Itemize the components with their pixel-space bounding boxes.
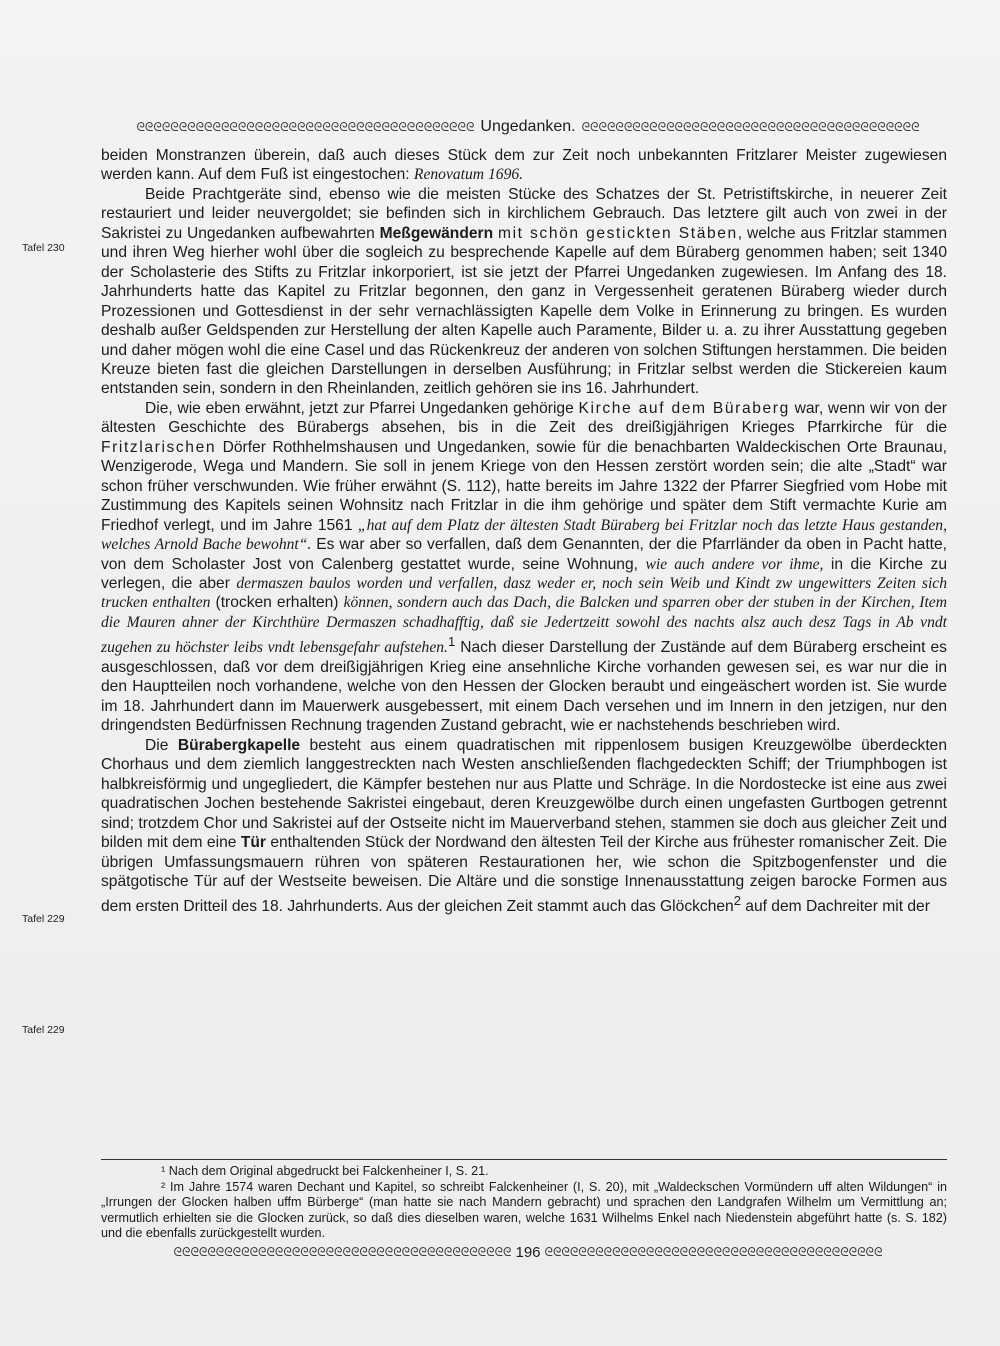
margin-note-tafel-230: Tafel 230 [22,242,65,254]
keyword-bürabergkapelle: Bürabergkapelle [177,736,301,754]
footer-ornament-right: ᘓᘓᘓᘓᘓᘓᘓᘓᘓᘓᘓᘓᘓᘓᘓᘓᘓᘓᘓᘓᘓᘓᘓᘓᘓᘓᘓᘓᘓᘓᘓᘓᘓᘓᘓᘓᘓᘓᘓᘓ [544,1245,883,1259]
quote-koennen: können, sondern auch das Dach, die Balcken und sparren ober der stuben in der Kirchen, Item die Mauren ahner der Kirchthüre Dermaszen schadhafftig, daß sie Jedertzeitt sowohl des nachts alsz auch desz Tags in Ab vndt zugehen zu höchster leibs vndt lebensgefahr aufstehen. [101,594,947,657]
spaced-phrase: mit schön gestickten Stäben [498,224,738,242]
footer-ornament-left: ᘓᘓᘓᘓᘓᘓᘓᘓᘓᘓᘓᘓᘓᘓᘓᘓᘓᘓᘓᘓᘓᘓᘓᘓᘓᘓᘓᘓᘓᘓᘓᘓᘓᘓᘓᘓᘓᘓᘓᘓ [173,1245,512,1259]
quote-1561: „hat auf dem Platz der ältesten Stadt Büraberg bei Fritzlar noch das letzte Haus gestanden, welches Arnold Bache bewohnt“. [101,516,947,554]
page-number: 196 [515,1243,541,1261]
page-footer [108,1241,948,1263]
header-ornament-left: ᘓᘓᘓᘓᘓᘓᘓᘓᘓᘓᘓᘓᘓᘓᘓᘓᘓᘓᘓᘓᘓᘓᘓᘓᘓᘓᘓᘓᘓᘓᘓᘓᘓᘓᘓᘓᘓᘓᘓᘓ [136,120,475,134]
spaced-fritzlarischen: Fritzlarischen [101,438,217,456]
paragraph-1: beiden Monstranzen überein, daß auch dieses Stück dem zur Zeit noch unbekannten Fritzlarer Meister zugewiesen werden kann. Auf dem Fuß ist eingestochen: Renovatum 1696. [101,147,947,184]
margin-note-tafel-229-b: Tafel 229 [22,1024,65,1036]
spaced-kirche: Kirche auf dem Büraberg [578,399,790,417]
paragraph-4: Die Bürabergkapelle besteht aus einem quadratischen mit rippenlosem busigen Kreuzgewölbe überdeckten Chorhaus und dem ziemlich langgestreckten nach Westen anschließenden flachgedeckten Schiff; der Triumphbogen ist halbkreisförmig und ungegliedert, die Kämpfer bestehen nur aus Platte und Schräge. In die Nordostecke ist eine aus zwei quadratischen Jochen bestehende Sakristei eingebaut, deren Kreuzgewölbe durch einen ungefasten Gurtbogen getrennt sind; trotzdem Chor und Sakristei auf der Ostseite nicht im Mauerverband stehen, stammen sie doch aus gleicher Zeit und bilden mit dem eine Tür enthaltenden Stück der Nordwand den ältesten Teil der Kirche aus frühester romanischer Zeit. Die übrigen Umfassungsmauern rühren von späteren Restaurationen her, wie schon die Spitzbogenfenster und die spätgotische Tür auf der Westseite beweisen. Die Altäre und die sonstige Innenausstattung zeigen barocke Formen aus dem ersten Dritteil des 18. Jahrhunderts. Aus der gleichen Zeit stammt auch das Glöckchen$^2$ auf dem Dachreiter mit der [101,736,947,916]
running-title: Ungedanken. [480,118,576,135]
main-text [101,146,947,917]
keyword-tür: Tür [240,834,266,852]
margin-note-tafel-229-a: Tafel 229 [22,913,65,925]
footnote-ref-2[interactable]: 2 [733,893,741,909]
footnote-ref-1[interactable]: 1 [447,634,456,650]
running-header [108,116,948,138]
inscription: Renovatum 1696. [413,166,524,184]
footnote-2: ² Im Jahre 1574 waren Dechant und Kapitel, so schreibt Falckenheiner (I, S. 20), mit „Waldeckschen Vormündern uff alten Wildungen“ in „Irrungen der Glocken halben uffm Bürberge“ (man hatte sie nach Mandern gebracht) und sprachen den Landgrafen Wilhelm um Vermittlung an; vermutlich erhielten sie die Glocken zurück, so daß dies dieselben waren, welche 1631 Wilhelms Enkel nach Niedenstein abgeführt hatte (s. S. 182) und die ebenfalls zurückgestellt wurden. [101,1179,947,1240]
header-ornament-right: ᘓᘓᘓᘓᘓᘓᘓᘓᘓᘓᘓᘓᘓᘓᘓᘓᘓᘓᘓᘓᘓᘓᘓᘓᘓᘓᘓᘓᘓᘓᘓᘓᘓᘓᘓᘓᘓᘓᘓᘓ [581,120,920,134]
footnotes [101,1164,947,1242]
paragraph-3: Die, wie eben erwähnt, jetzt zur Pfarrei Ungedanken gehörige Kirche auf dem Büraberg war, wenn wir von der ältesten Geschichte des Bürabergs absehen, bis in die Zeit des dreißigjährigen Krieges Pfarrkirche für die Fritzlarischen Dörfer Rothhelmshausen und Ungedanken, sowie für die benachbarten Waldeckischen Orte Braunau, Wenzigerode, Wega und Mandern. Sie soll in jenem Kriege von den Hessen zerstört worden sein; die alte „Stadt“ war schon früher verschwunden. Wie früher erwähnt (S. 112), hatte bereits im Jahre 1322 der Pfarrer Siegfried vom Hobe mit Zustimmung des Kapitels seinen Wohnsitz nach Fritzlar in die ihm gehörige und später dem Stift vermachte Kurie am Friedhof verlegt, und im Jahre 1561 „hat auf dem Platz der ältesten Stadt Büraberg bei Fritzlar noch das letzte Haus gestanden, welches Arnold Bache bewohnt“. Es war aber so verfallen, daß dem Genannten, der die Pfarrländer da oben in Pacht hatte, von dem Scholaster Jost von Calenberg gestattet wurde, seine Wohnung, wie auch andere vor ihme, in die Kirche zu verlegen, die aber dermaszen baulos worden und verfallen, dasz weder er, noch sein Weib und Kindt zw ungewitters Zeiten sich trucken enthalten (trocken erhalten) können, sondern auch das Dach, die Balcken und sparren ober der stuben in der Kirchen, Item die Mauren ahner der Kirchthüre Dermaszen schadhafftig, daß sie Jedertzeitt sowohl des nachts alsz auch desz Tags in Ab vndt zugehen zu höchster leibs vndt lebensgefahr aufstehen.$^1$ Nach dieser Darstellung der Zustände auf dem Büraberg erscheint es ausgeschlossen, daß vor dem dreißigjährigen Krieg eine ansehnliche Kirche vorhanden gewesen sei, es war nur die in den Hauptteilen noch vorhandene, welche von den Hessen der Glocken beraubt und eingeäschert worden ist. Sie wurde im 18. Jahrhundert dann im Mauerwerk ausgebessert, mit einem Dach versehen und im Innern in den jetzigen, nur den dringendsten Bedürfnissen Rechnung tragenden Zustand gebracht, wie er nachstehends beschrieben wird. [101,399,948,735]
footnote-1: ¹ Nach dem Original abgedruckt bei Falckenheiner I, S. 21. [161,1164,489,1178]
keyword-messgewaender: Meßgewändern [379,224,494,242]
paragraph-2: Beide Prachtgeräte sind, ebenso wie die meisten Stücke des Schatzes der St. Petristiftskirche, in neuerer Zeit restauriert und leider neuvergoldet; sie befinden sich in kirchlichem Gebrauch. Das letztere gilt auch von zwei in der Sakristei zu Ungedanken aufbewahrten Meßgewändern mit schön gestickten Stäben, welche aus Fritzlar stammen und ihren Weg hierher wohl über die sogleich zu besprechende Kapelle auf dem Büraberg genommen haben; seit 1340 der Scholasterie des Stifts zu Fritzlar inkorporiert, ist sie jetzt der Pfarrei Ungedanken zugewiesen. Im Anfang des 18. Jahrhunderts hatte das Kapitel zu Fritzlar begonnen, den ganz in Vergessenheit geratenen Büraberg wieder durch Prozessionen und Gottesdienst in der sehr vernachlässigten Kapelle dem Volke in Erinnerung zu bringen. Es wurden deshalb außer Geldspenden zur Herstellung der alten Kapelle auch Paramente, Bilder u. a. zu ihrer Ausstattung gegeben und daher mögen wohl die eine Casel und das Rückenkreuz der anderen von solchen Stiftungen herstammen. Die beiden Kreuze bieten fast die gleichen Darstellungen in derselben Ausführung; in Fritzlar selbst werden die Stickereien kaum entstanden sein, sondern in den Rheinlanden, zeitlich gehören sie ins 16. Jahrhundert. [101,185,947,398]
footnote-separator [101,1159,947,1160]
quote-dermaszen: dermaszen baulos worden und verfallen, dasz weder er, noch sein Weib und Kindt zw ungewitters Zeiten sich trucken enthalten [101,574,948,612]
